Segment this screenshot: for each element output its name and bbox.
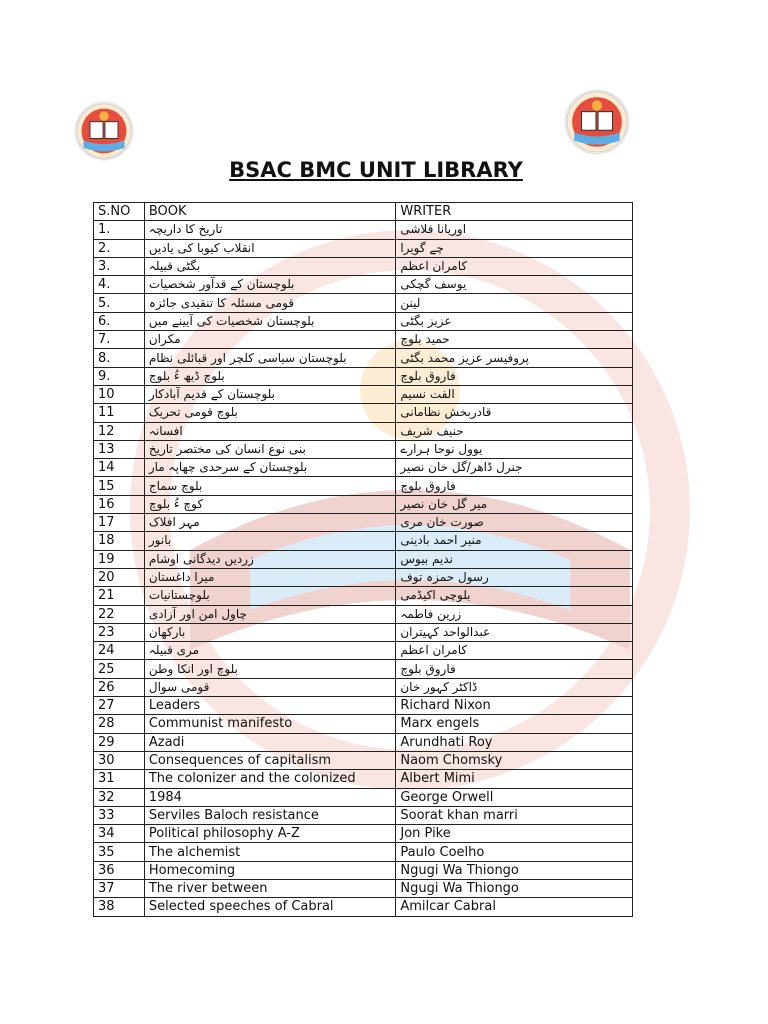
row-writer: قادربخش نظامانی bbox=[396, 404, 633, 422]
row-sno: 26 bbox=[94, 678, 145, 696]
row-writer: جنرل ڈاھر/گل خان نصیر bbox=[396, 459, 633, 477]
row-writer: Naom Chomsky bbox=[396, 751, 633, 769]
row-book: تاریخ کا داریچہ bbox=[144, 221, 396, 239]
table-row bbox=[94, 642, 633, 660]
table-row bbox=[94, 605, 633, 623]
row-sno: 15 bbox=[94, 477, 145, 495]
row-book: Serviles Baloch resistance bbox=[144, 806, 396, 824]
row-book: بلوچستان کے قدآور شخصیات bbox=[144, 276, 396, 294]
library-logo-right bbox=[566, 91, 628, 153]
row-book: Political philosophy A-Z bbox=[144, 825, 396, 843]
library-logo-left bbox=[76, 103, 132, 159]
row-book: بلوچستان شخصیات کی آیینے میں bbox=[144, 312, 396, 330]
row-writer: لینن bbox=[396, 294, 633, 312]
row-sno: 11 bbox=[94, 404, 145, 422]
table-row bbox=[94, 806, 633, 824]
row-writer: بلوچی اکیڈمی bbox=[396, 587, 633, 605]
row-writer: Arundhati Roy bbox=[396, 733, 633, 751]
row-sno: 3. bbox=[94, 257, 145, 275]
row-book: Consequences of capitalism bbox=[144, 751, 396, 769]
row-book: بارکھان bbox=[144, 623, 396, 641]
row-writer: George Orwell bbox=[396, 788, 633, 806]
row-book: Selected speeches of Cabral bbox=[144, 898, 396, 916]
row-writer: رسول حمزہ توف bbox=[396, 568, 633, 586]
row-writer: صورت خان مری bbox=[396, 514, 633, 532]
row-writer: Ngugi Wa Thiongo bbox=[396, 861, 633, 879]
row-sno: 38 bbox=[94, 898, 145, 916]
header-writer: WRITER bbox=[396, 203, 633, 221]
row-book: چاول امن اور آزادی bbox=[144, 605, 396, 623]
row-sno: 2. bbox=[94, 239, 145, 257]
row-sno: 27 bbox=[94, 697, 145, 715]
row-sno: 32 bbox=[94, 788, 145, 806]
row-book: بلوچ سماج bbox=[144, 477, 396, 495]
table-row bbox=[94, 678, 633, 696]
table-row bbox=[94, 550, 633, 568]
row-book: بگٹی قبیلہ bbox=[144, 257, 396, 275]
table-row bbox=[94, 312, 633, 330]
row-book: بلوچ قومی تحریک bbox=[144, 404, 396, 422]
row-writer: چے گویرا bbox=[396, 239, 633, 257]
row-sno: 37 bbox=[94, 879, 145, 897]
row-sno: 17 bbox=[94, 514, 145, 532]
row-sno: 7. bbox=[94, 331, 145, 349]
row-writer: عبدالواحد کہیتران bbox=[396, 623, 633, 641]
row-sno: 9. bbox=[94, 367, 145, 385]
row-book: The alchemist bbox=[144, 843, 396, 861]
row-sno: 6. bbox=[94, 312, 145, 330]
row-sno: 30 bbox=[94, 751, 145, 769]
row-book: بلوچستان کے سرحدی چھاپہ مار bbox=[144, 459, 396, 477]
row-book: Leaders bbox=[144, 697, 396, 715]
row-book: زردیں دیدگانی اوشام bbox=[144, 550, 396, 568]
row-writer: میر گل خان نصیر bbox=[396, 495, 633, 513]
row-writer: ندیم بیوس bbox=[396, 550, 633, 568]
table-row bbox=[94, 385, 633, 403]
row-writer: Amilcar Cabral bbox=[396, 898, 633, 916]
table-row bbox=[94, 294, 633, 312]
row-sno: 31 bbox=[94, 770, 145, 788]
row-sno: 18 bbox=[94, 532, 145, 550]
row-writer: اوریانا فلاشی bbox=[396, 221, 633, 239]
row-sno: 10 bbox=[94, 385, 145, 403]
row-writer: حمید بلوچ bbox=[396, 331, 633, 349]
row-writer: یوول نوحا ہرارے bbox=[396, 440, 633, 458]
table-row bbox=[94, 349, 633, 367]
table-body bbox=[94, 221, 633, 916]
table-row bbox=[94, 843, 633, 861]
table-row bbox=[94, 404, 633, 422]
table-row bbox=[94, 733, 633, 751]
table-row bbox=[94, 825, 633, 843]
row-writer: فاروق بلوچ bbox=[396, 660, 633, 678]
row-book: افسانہ bbox=[144, 422, 396, 440]
row-book: بلوچستان سیاسی کلچر اور قبائلی نظام bbox=[144, 349, 396, 367]
row-book: مری قبیلہ bbox=[144, 642, 396, 660]
table-row bbox=[94, 770, 633, 788]
row-book: مکران bbox=[144, 331, 396, 349]
table-row bbox=[94, 514, 633, 532]
row-sno: 25 bbox=[94, 660, 145, 678]
row-sno: 23 bbox=[94, 623, 145, 641]
row-writer: فاروق بلوچ bbox=[396, 367, 633, 385]
row-sno: 19 bbox=[94, 550, 145, 568]
library-table bbox=[93, 202, 633, 917]
header-book: BOOK bbox=[144, 203, 396, 221]
table-row bbox=[94, 532, 633, 550]
row-writer: Paulo Coelho bbox=[396, 843, 633, 861]
row-writer: Soorat khan marri bbox=[396, 806, 633, 824]
row-book: قومی سوال bbox=[144, 678, 396, 696]
table-row bbox=[94, 861, 633, 879]
row-sno: 24 bbox=[94, 642, 145, 660]
row-book: بلوچ ڈیھ ءُ بلوچ bbox=[144, 367, 396, 385]
row-sno: 4. bbox=[94, 276, 145, 294]
row-book: بانور bbox=[144, 532, 396, 550]
row-writer: حنیف شریف bbox=[396, 422, 633, 440]
row-book: میرا داغستان bbox=[144, 568, 396, 586]
table-row bbox=[94, 788, 633, 806]
row-writer: منیر احمد بادینی bbox=[396, 532, 633, 550]
table-row bbox=[94, 221, 633, 239]
table-row bbox=[94, 568, 633, 586]
row-writer: کامران اعظم bbox=[396, 642, 633, 660]
row-writer: ڈاکٹر کہور خان bbox=[396, 678, 633, 696]
table-row bbox=[94, 276, 633, 294]
row-sno: 16 bbox=[94, 495, 145, 513]
table-row bbox=[94, 898, 633, 916]
row-sno: 22 bbox=[94, 605, 145, 623]
table-row bbox=[94, 422, 633, 440]
row-writer: پروفیسر عزیز محمد بگٹی bbox=[396, 349, 633, 367]
row-sno: 29 bbox=[94, 733, 145, 751]
row-sno: 12 bbox=[94, 422, 145, 440]
table-header-row bbox=[94, 203, 633, 221]
row-sno: 20 bbox=[94, 568, 145, 586]
table-row bbox=[94, 440, 633, 458]
row-sno: 1. bbox=[94, 221, 145, 239]
row-book: Homecoming bbox=[144, 861, 396, 879]
table-row bbox=[94, 660, 633, 678]
row-writer: عزیز بگٹی bbox=[396, 312, 633, 330]
row-book: کوچ ءُ بلوچ bbox=[144, 495, 396, 513]
table-row bbox=[94, 623, 633, 641]
row-book: Communist manifesto bbox=[144, 715, 396, 733]
row-writer: Jon Pike bbox=[396, 825, 633, 843]
row-book: قومی مسئلہ کا تنقیدی جائزہ bbox=[144, 294, 396, 312]
table-row bbox=[94, 751, 633, 769]
table-row bbox=[94, 495, 633, 513]
row-sno: 13 bbox=[94, 440, 145, 458]
row-writer: الفت نسیم bbox=[396, 385, 633, 403]
row-writer: یوسف گچکی bbox=[396, 276, 633, 294]
row-sno: 34 bbox=[94, 825, 145, 843]
row-book: The colonizer and the colonized bbox=[144, 770, 396, 788]
row-book: بنی نوع انسان کی مختصر تاریخ bbox=[144, 440, 396, 458]
table-row bbox=[94, 459, 633, 477]
row-sno: 14 bbox=[94, 459, 145, 477]
row-book: The river between bbox=[144, 879, 396, 897]
table-row bbox=[94, 239, 633, 257]
table-row bbox=[94, 331, 633, 349]
row-sno: 5. bbox=[94, 294, 145, 312]
row-book: Azadi bbox=[144, 733, 396, 751]
row-book: بلوچستان کے قدیم آبادکار bbox=[144, 385, 396, 403]
row-book: مہر افلاک bbox=[144, 514, 396, 532]
page-title: BSAC BMC UNIT LIBRARY bbox=[229, 158, 523, 182]
row-writer: Marx engels bbox=[396, 715, 633, 733]
table-row bbox=[94, 697, 633, 715]
row-book: 1984 bbox=[144, 788, 396, 806]
table-row bbox=[94, 715, 633, 733]
row-book: بلوچستانیات bbox=[144, 587, 396, 605]
table-row bbox=[94, 587, 633, 605]
row-sno: 35 bbox=[94, 843, 145, 861]
row-sno: 33 bbox=[94, 806, 145, 824]
table-row bbox=[94, 879, 633, 897]
table-row bbox=[94, 257, 633, 275]
row-writer: Albert Mimi bbox=[396, 770, 633, 788]
row-book: انقلاب کیوبا کی یادیں bbox=[144, 239, 396, 257]
table-row bbox=[94, 367, 633, 385]
row-writer: Richard Nixon bbox=[396, 697, 633, 715]
row-writer: زرین فاطمہ bbox=[396, 605, 633, 623]
row-sno: 8. bbox=[94, 349, 145, 367]
row-writer: Ngugi Wa Thiongo bbox=[396, 879, 633, 897]
row-sno: 28 bbox=[94, 715, 145, 733]
row-book: بلوچ اور انکا وطن bbox=[144, 660, 396, 678]
row-sno: 36 bbox=[94, 861, 145, 879]
header-sno: S.NO bbox=[94, 203, 145, 221]
row-sno: 21 bbox=[94, 587, 145, 605]
table-row bbox=[94, 477, 633, 495]
row-writer: فاروق بلوچ bbox=[396, 477, 633, 495]
row-writer: کامران اعظم bbox=[396, 257, 633, 275]
